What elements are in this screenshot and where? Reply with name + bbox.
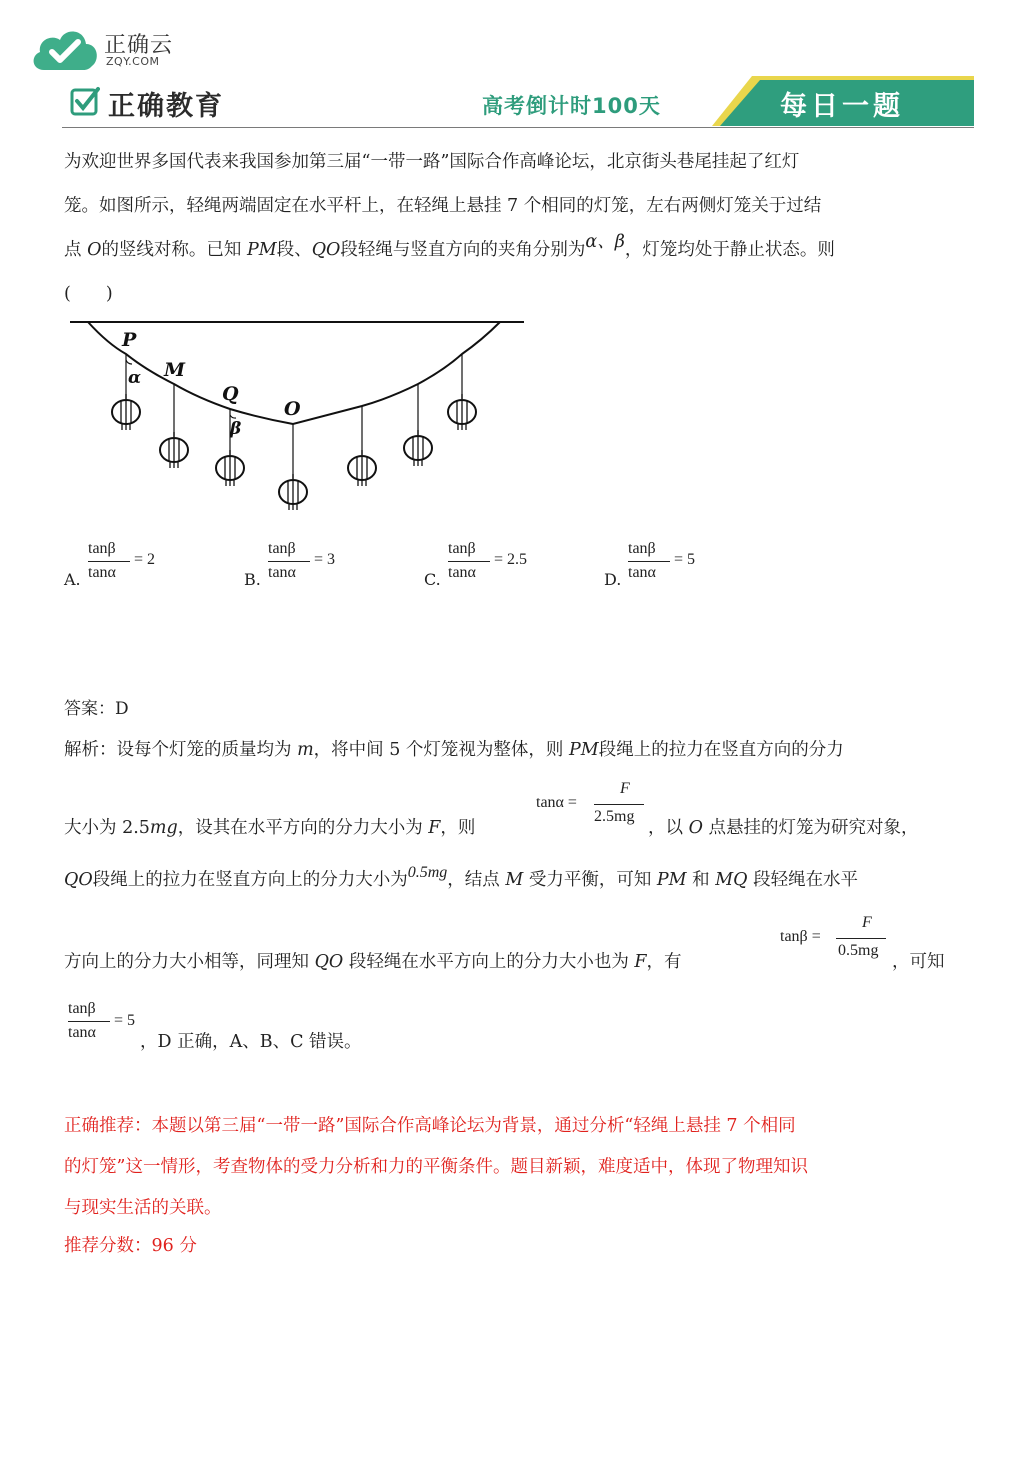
recommend-line: 与现实生活的关联。 — [64, 1198, 222, 1218]
logo-name: 正确云 — [104, 33, 174, 58]
checkbox-icon — [70, 86, 100, 116]
lantern-diagram — [64, 312, 534, 522]
lantern — [216, 450, 244, 486]
recommend-score: 推荐分数：96 分 — [64, 1236, 197, 1256]
label-beta: β — [230, 419, 242, 439]
brand-name: 正确教育 — [108, 91, 224, 122]
page-header — [62, 76, 974, 128]
lantern — [160, 432, 188, 468]
lantern — [404, 430, 432, 466]
question-line: ( ) — [64, 284, 113, 304]
label-O: O — [284, 398, 301, 420]
cloud-check-icon — [28, 24, 100, 74]
lantern — [448, 394, 476, 430]
logo-domain: ZQY.COM — [106, 55, 160, 68]
recommendation — [64, 1106, 964, 1229]
label-P: P — [122, 329, 137, 351]
label-M: M — [164, 359, 186, 381]
banner-title: 每日一题 — [780, 91, 904, 122]
analysis-conclusion: ，D 正确，A、B、C 错误。 — [140, 1032, 362, 1052]
analysis-line-1: 解析：设每个灯笼的质量均为 m，将中间 5 个灯笼视为整体，则 PM段绳上的拉力在竖直方向的分力 — [64, 740, 844, 760]
question-text — [64, 140, 964, 316]
zqy-logo — [28, 24, 228, 76]
question-line: 笼。如图所示，轻绳两端固定在水平杆上，在轻绳上悬挂 7 个相同的灯笼，左右两侧灯笼关于过结 — [64, 196, 822, 216]
analysis-line-4: 方向上的分力大小相等，同理知 QO 段轻绳在水平方向上的分力大小也为 F，有 — [64, 952, 682, 972]
lantern — [112, 394, 140, 430]
answer-text: 答案：D — [64, 699, 129, 719]
question-line: 为欢迎世界多国代表来我国参加第三届“一带一路”国际合作高峰论坛，北京街头巷尾挂起了红灯 — [64, 152, 800, 172]
countdown-text: 高考倒计时100天 — [482, 94, 661, 118]
recommend-line: 正确推荐：本题以第三届“一带一路”国际合作高峰论坛为背景，通过分析“轻绳上悬挂 7 个相同 — [64, 1116, 796, 1136]
label-alpha: α — [128, 368, 142, 388]
analysis-line-2-tail: ，以 O 点悬挂的灯笼为研究对象， — [648, 818, 919, 838]
header-divider — [62, 127, 974, 128]
lantern — [348, 450, 376, 486]
recommend-line: 的灯笼”这一情形，考查物体的受力分析和力的平衡条件。题目新颖，难度适中，体现了物理知识 — [64, 1157, 808, 1177]
analysis-line-4-tail: ，可知 — [892, 952, 945, 972]
question-line: 点 O的竖线对称。已知 PM段、QO段轻绳与竖直方向的夹角分别为α、β，灯笼均处于静止状态。则 — [64, 232, 835, 260]
label-Q: Q — [222, 383, 239, 405]
analysis-line-2: 大小为 2.5mg，设其在水平方向的分力大小为 F，则 — [64, 818, 476, 838]
analysis-line-3: QO段绳上的拉力在竖直方向上的分力大小为0.5mg，结点 M 受力平衡，可知 PM 和 MQ 段轻绳在水平 — [64, 864, 859, 890]
lantern — [279, 474, 307, 510]
